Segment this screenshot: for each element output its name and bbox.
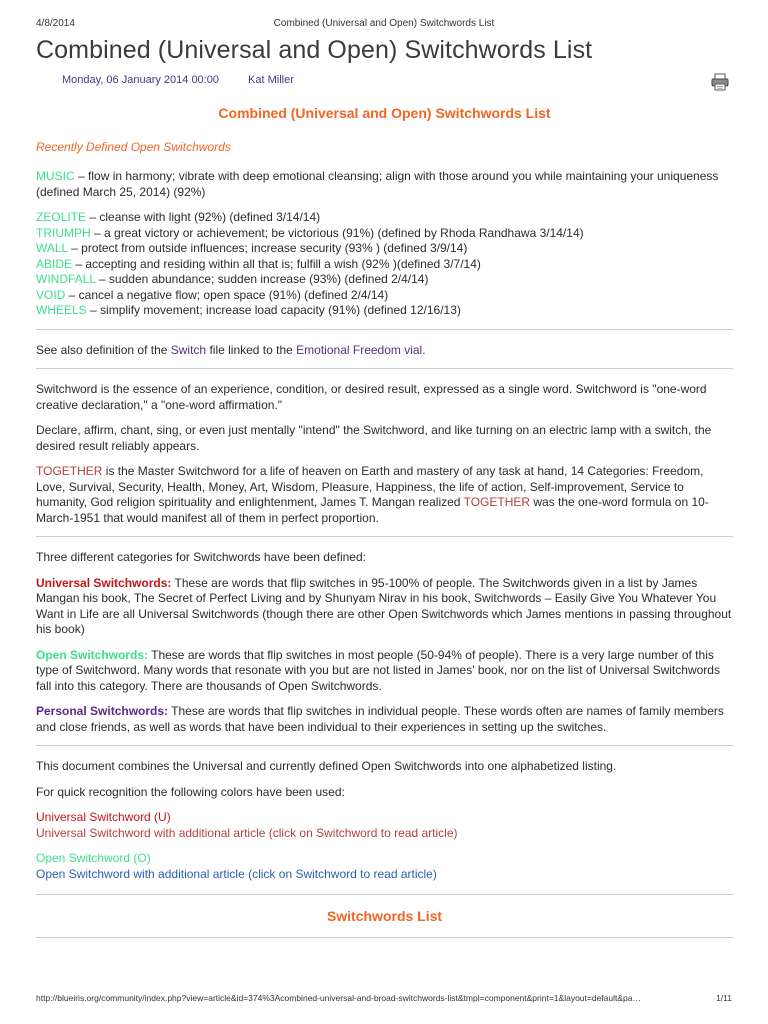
divider: [36, 894, 733, 895]
switchword-link[interactable]: WINDFALL: [36, 272, 96, 286]
printer-icon[interactable]: [711, 73, 729, 91]
together-paragraph: TOGETHER is the Master Switchword for a life of heaven on Earth and mastery of any task at hand, 14 Categories: Freedom, Love, Survival, Security, Health, Money, Art, Wisdom, Pleasure, Happiness, the life of action, Self-improvement, Service to humanity, God religion spirituality and enlightenment, James T. Mangan realized TOGETHER was the one-word formula on 10-March-1951 that would manifest all of them in perfect proportion.: [36, 464, 709, 525]
definition-text: – a great victory or achievement; be victorious (91%) (defined by Rhoda Randhawa 3/14/14): [90, 225, 584, 240]
list-item: [36, 226, 733, 242]
emotional-freedom-link[interactable]: Emotional Freedom vial: [296, 342, 423, 357]
see-also: See also definition of the Switch file linked to the Emotional Freedom vial.: [36, 342, 426, 357]
category-label: Universal Switchwords:: [36, 575, 172, 590]
page-title: Combined (Universal and Open) Switchwords List: [36, 36, 593, 64]
print-header-title: Combined (Universal and Open) Switchwords List: [273, 18, 495, 29]
switchword-link[interactable]: TRIUMPH: [36, 225, 91, 240]
page-number: 1/11: [716, 993, 732, 1003]
divider: [36, 329, 733, 330]
definition-text: – protect from outside influences; increase security (93% ) (defined 3/9/14): [67, 241, 468, 255]
legend-open: Open Switchword (O): [36, 851, 151, 865]
page-url: http://blueiris.org/community/index.php?view=article&id=374%3Acombined-universal-and-broad-switchwords-list&tmpl=component&print=1&layout=default&pa…: [36, 993, 641, 1003]
list-item: [36, 303, 733, 319]
definition-text: – cancel a negative flow; open space (91%) (defined 2/4/14): [65, 287, 389, 302]
switchword-link[interactable]: VOID: [36, 287, 66, 302]
combines-paragraph: This document combines the Universal and currently defined Open Switchwords into one alphabetized listing.: [36, 759, 617, 773]
together-link[interactable]: TOGETHER: [463, 495, 531, 509]
article-date: Monday, 06 January 2014 00:00: [62, 74, 219, 86]
divider: [36, 745, 733, 746]
print-date: 4/8/2014: [36, 18, 75, 29]
category-personal: Personal Switchwords: These are words that flip switches in individual people. These words often are names of family members and close friends, as well as words that have been individual to their experiences in setting up the switches.: [36, 704, 724, 734]
list-item: [36, 257, 733, 273]
together-link[interactable]: TOGETHER: [36, 464, 103, 478]
list-item: [36, 288, 733, 304]
legend-universal: Universal Switchword (U): [36, 810, 171, 824]
switchword-link[interactable]: WALL: [36, 241, 68, 255]
print-header: [36, 18, 732, 30]
legend-universal-article: Universal Switchword with additional article (click on Switchword to read article): [36, 825, 458, 840]
article-body: [36, 106, 733, 951]
switchword-link[interactable]: ABIDE: [36, 256, 73, 271]
switchword-link[interactable]: WHEELS: [36, 303, 87, 317]
list-item: [36, 272, 733, 288]
category-open: Open Switchwords: These are words that flip switches in most people (50-94% of people). There is a very large number of this type of Switchword. Many words that resonate with you but are not listed in James' book, nor on the list of Universal Switchwords fall into this category. There are thousands of Open Switchwords.: [36, 647, 720, 693]
categories-intro: Three different categories for Switchwords have been defined:: [36, 550, 366, 564]
switchwords-list-title: Switchwords List: [326, 908, 443, 924]
list-item: [36, 241, 733, 257]
category-universal: Universal Switchwords: These are words that flip switches in 95-100% of people. The Switchwords given in a list by James Mangan his book, The Secret of Perfect Living and by Shunyam Nirav in his book, Switchwords – Easily Give You Whatever You Want in Life are all Universal Switchwords (though there are other Open Switchwords which James mentions in passing throughout his book): [36, 575, 732, 636]
print-footer: [36, 993, 732, 1003]
colors-intro: For quick recognition the following colors have been used:: [36, 784, 345, 799]
category-label: Personal Switchwords:: [36, 704, 169, 718]
article-author: Kat Miller: [248, 74, 294, 86]
switchword-link[interactable]: ZEOLITE: [36, 210, 87, 224]
legend-open-article: Open Switchword with additional article (click on Switchword to read article): [36, 866, 437, 881]
list-item: [36, 169, 733, 200]
definition-text: – cleanse with light (92%) (defined 3/14/14): [86, 210, 321, 224]
switch-link[interactable]: Switch: [170, 342, 207, 357]
article-meta: [62, 74, 320, 86]
intro-paragraph: Switchword is the essence of an experience, condition, or desired result, expressed as a single word. Switchword is "one-word creative declaration," a "one-word affirmation.": [36, 382, 707, 412]
intro-paragraph: Declare, affirm, chant, sing, or even just mentally "intend" the Switchword, and like turning on an electric lamp with a switch, the desired result reliably appears.: [36, 423, 712, 453]
section-title: Combined (Universal and Open) Switchwords List: [218, 105, 551, 121]
divider: [36, 368, 733, 369]
definition-text: – accepting and residing within all that is; fulfill a wish (92% )(defined 3/7/14): [72, 256, 481, 271]
divider: [36, 536, 733, 537]
definition-text: – simplify movement; increase load capacity (91%) (defined 12/16/13): [86, 303, 461, 317]
switchword-link[interactable]: MUSIC: [36, 169, 75, 183]
list-item: [36, 210, 733, 226]
definition-text: – sudden abundance; sudden increase (93%) (defined 2/4/14): [95, 272, 429, 286]
definition-text: – flow in harmony; vibrate with deep emotional cleansing; align with those around you while maintaining your uniqueness (defined March 25, 2014) (92%): [36, 169, 719, 199]
recent-heading: Recently Defined Open Switchwords: [36, 139, 231, 154]
category-label: Open Switchwords:: [36, 647, 149, 662]
divider: [36, 937, 733, 938]
